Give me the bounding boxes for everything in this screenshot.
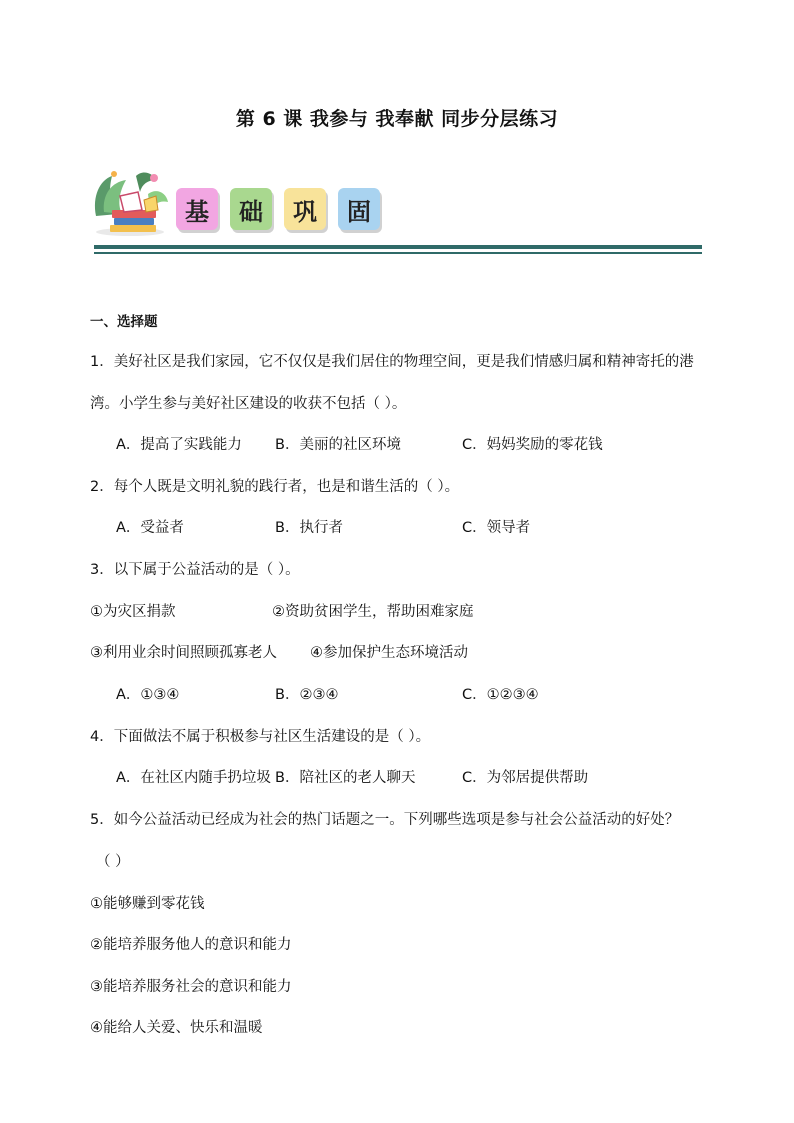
question-5-item-4: ④能给人关爱、快乐和温暖 [90, 1020, 263, 1036]
banner-rule-thick [94, 245, 702, 249]
question-3-text: 3．以下属于公益活动的是（ ）。 [90, 562, 300, 578]
question-4-option-a[interactable]: A．在社区内随手扔垃圾 [116, 770, 271, 786]
banner-tile-gong: 巩 [284, 188, 326, 230]
question-4-option-b[interactable]: B．陪社区的老人聊天 [275, 770, 416, 786]
question-3-option-b[interactable]: B．②③④ [275, 687, 339, 703]
question-3-option-a[interactable]: A．①③④ [116, 687, 180, 703]
banner-rule-thin [94, 252, 702, 254]
question-1-text-cont: 湾。小学生参与美好社区建设的收获不包括（ ）。 [90, 396, 407, 412]
page-title: 第 6 课 我参与 我奉献 同步分层练习 [235, 108, 559, 130]
question-5-item-2: ②能培养服务他人的意识和能力 [90, 937, 292, 953]
question-3-item-1: ①为灾区捐款 [90, 604, 176, 620]
question-4-option-c[interactable]: C．为邻居提供帮助 [462, 770, 589, 786]
question-2-text: 2．每个人既是文明礼貌的践行者，也是和谐生活的（ ）。 [90, 479, 460, 495]
question-3-item-2: ②资助贫困学生，帮助困难家庭 [272, 604, 474, 620]
banner-tile-ji: 基 [176, 188, 218, 230]
question-1-text: 1．美好社区是我们家园，它不仅仅是我们居住的物理空间，更是我们情感归属和精神寄托的港 [90, 354, 694, 370]
question-3-item-4: ④参加保护生态环境活动 [310, 645, 468, 661]
question-5-item-3: ③能培养服务社会的意识和能力 [90, 979, 292, 995]
banner-tile-gu: 固 [338, 188, 380, 230]
question-3-item-3: ③利用业余时间照顾孤寡老人 [90, 645, 277, 661]
question-5-text-cont: （ ） [96, 854, 130, 870]
question-1-option-a[interactable]: A．提高了实践能力 [116, 437, 242, 453]
question-2-option-c[interactable]: C．领导者 [462, 520, 531, 536]
section-heading: 一、选择题 [90, 314, 158, 330]
question-1-option-c[interactable]: C．妈妈奖励的零花钱 [462, 437, 603, 453]
question-2-option-a[interactable]: A．受益者 [116, 520, 184, 536]
books-plant-illustration-icon [90, 166, 170, 238]
question-4-text: 4．下面做法不属于积极参与社区生活建设的是（ ）。 [90, 729, 431, 745]
question-1-option-b[interactable]: B．美丽的社区环境 [275, 437, 401, 453]
banner-tile-chu: 础 [230, 188, 272, 230]
question-2-option-b[interactable]: B．执行者 [275, 520, 343, 536]
question-5-text: 5．如今公益活动已经成为社会的热门话题之一。下列哪些选项是参与社会公益活动的好处？ [90, 812, 680, 828]
question-3-option-c[interactable]: C．①②③④ [462, 687, 539, 703]
section-banner [90, 166, 702, 256]
question-5-item-1: ①能够赚到零花钱 [90, 896, 205, 912]
